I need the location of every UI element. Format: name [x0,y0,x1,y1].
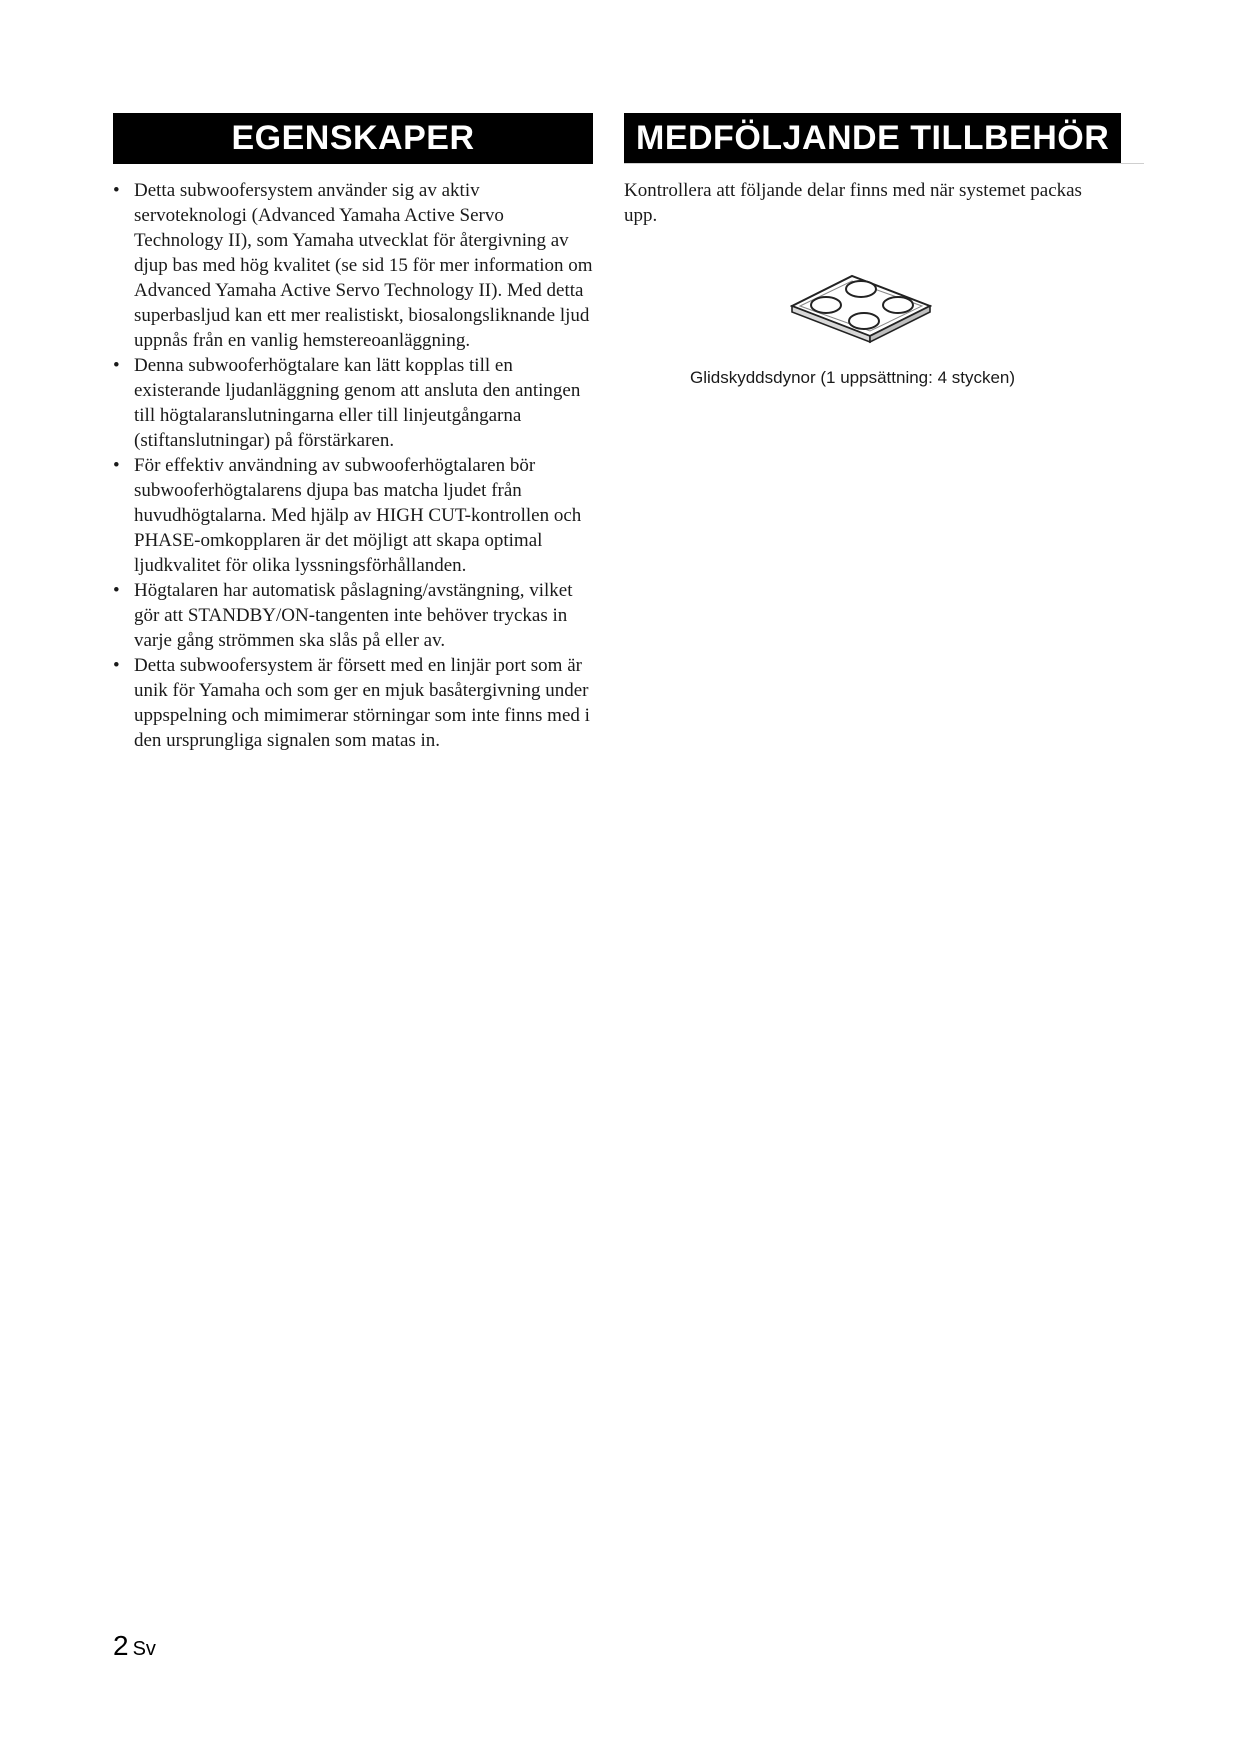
list-item [113,453,593,578]
accessories-intro: Kontrollera att följande delar finns med när systemet packas upp. [624,180,1082,226]
list-item-text: Detta subwoofersystem använder sig av aktiv servoteknologi (Advanced Yamaha Active Servo Technology II), som Yamaha utvecklat för återgivning av djup bas med hög kvalitet (se sid 15 för mer information om Advanced Yamaha Active Servo Technology II). Med detta superbasljud kan ett mer realistiskt, biosalongsliknande ljud uppnås från en vanlig hemstereoanläggning. [134,180,593,351]
page-number: 2 [113,1630,129,1661]
list-item [113,178,593,353]
list-item-text: För effektiv användning av subwooferhögtalaren bör subwooferhögtalarens djupa bas matcha ljudet från huvudhögtalarna. Med hjälp av HIGH CUT-kontrollen och PHASE-omkopplaren är det möjligt att skapa optimal ljudkvalitet för olika lyssningsförhållanden. [134,455,582,576]
language-code: Sv [132,1638,156,1660]
list-item [113,653,593,753]
bullet-icon: • [113,580,120,601]
list-item-text: Högtalaren har automatisk påslagning/avstängning, vilket gör att STANDBY/ON-tangenten inte behöver tryckas in varje gång strömmen ska slås på eller av. [134,580,573,651]
bullet-icon: • [113,180,120,201]
features-heading-bar [113,113,593,164]
list-item-text: Detta subwoofersystem är försett med en linjär port som är unik för Yamaha och som ger en mjuk basåtergivning under uppspelning och mimimerar störningar som inte finns med i den ursprungliga signalen som matas in. [134,655,590,751]
features-heading: EGENSKAPER [113,113,593,163]
list-item-text: Denna subwooferhögtalare kan lätt kopplas till en existerande ljudanläggning genom att ansluta den antingen till högtalaranslutningarna eller till linjeutgångarna (stiftanslutningar) på förstärkaren. [134,355,581,451]
list-item [113,578,593,653]
accessories-heading-bar [624,113,1144,164]
accessory-caption: Glidskyddsdynor (1 uppsättning: 4 stycken) [690,368,1016,387]
accessories-section [624,113,1144,228]
list-item [113,353,593,453]
bullet-icon: • [113,655,120,676]
features-list [113,178,593,753]
anti-slip-pads-icon [790,272,932,344]
accessories-heading: MEDFÖLJANDE TILLBEHÖR [624,113,1121,163]
bullet-icon: • [113,455,120,476]
bullet-icon: • [113,355,120,376]
page-footer [113,1630,156,1662]
features-section [113,113,593,753]
